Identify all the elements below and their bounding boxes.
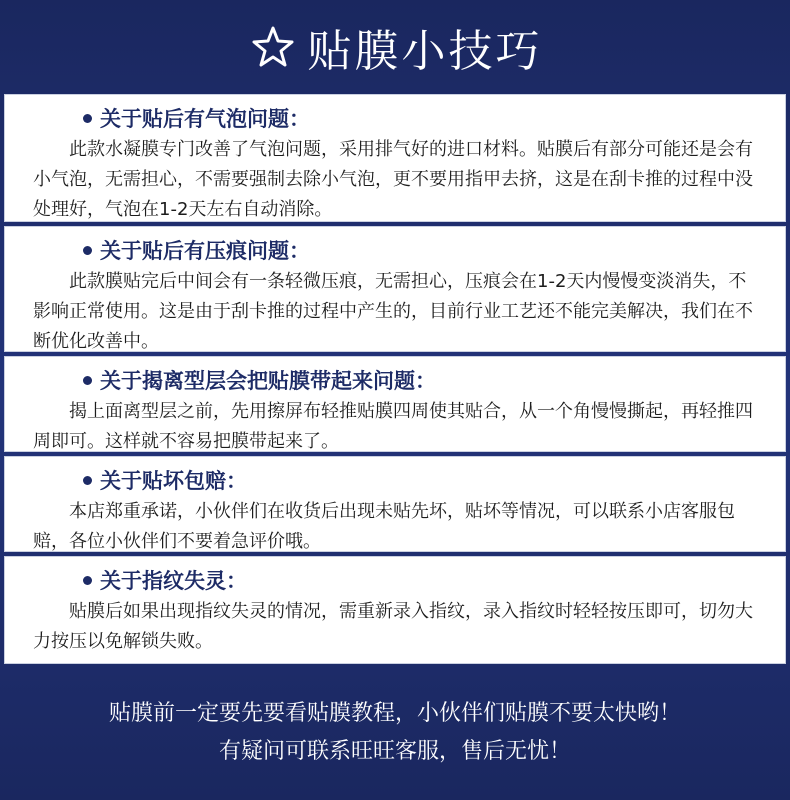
footer-line-2: 有疑问可联系旺旺客服，售后无忧！ — [218, 739, 571, 764]
tip-title — [33, 563, 759, 597]
tip-body: 此款膜贴完后中间会有一条轻微压痕，无需担心，压痕会在1-2天内慢慢变淡消失，不影响正常使用。这是由于刮卡推的过程中产生的，目前行业工艺还不能完美解决，我们在不断优化改善中。 — [33, 271, 753, 352]
bullet-icon — [83, 576, 92, 585]
footer-line-1: 贴膜前一定要先要看贴膜教程，小伙伴们贴膜不要太快哟！ — [108, 701, 681, 726]
tip-title — [33, 463, 759, 497]
tip-title — [33, 101, 759, 135]
page-title: 贴膜小技巧 — [307, 26, 543, 77]
tip-title-text: 关于贴后有压痕问题： — [100, 239, 310, 263]
tip-body: 贴膜后如果出现指纹失灵的情况，需重新录入指纹，录入指纹时轻轻按压即可，切勿大力按压以免解锁失败。 — [33, 601, 753, 652]
tip-section-fingerprint — [4, 556, 786, 664]
header — [0, 0, 790, 94]
bullet-icon — [83, 246, 92, 255]
bullet-icon — [83, 376, 92, 385]
tip-section-bubbles — [4, 94, 786, 222]
tip-section-marks — [4, 226, 786, 352]
tip-body: 此款水凝膜专门改善了气泡问题，采用排气好的进口材料。贴膜后有部分可能还是会有小气泡，无需担心，不需要强制去除小气泡，更不要用指甲去挤，这是在刮卡推的过程中没处理好，气泡在1-2天左右自动消除。 — [33, 139, 753, 220]
tip-title-text: 关于揭离型层会把贴膜带起来问题： — [100, 369, 436, 393]
footer-notice — [0, 666, 790, 800]
bullet-icon — [83, 114, 92, 123]
tip-title — [33, 363, 759, 397]
tip-body: 揭上面离型层之前，先用擦屏布轻推贴膜四周使其贴合，从一个角慢慢撕起，再轻推四周即可。这样就不容易把膜带起来了。 — [33, 401, 753, 452]
tip-title-text: 关于贴坏包赔： — [100, 469, 247, 493]
tip-title-text: 关于贴后有气泡问题： — [100, 107, 310, 131]
tip-body: 本店郑重承诺，小伙伴们在收货后出现未贴先坏，贴坏等情况，可以联系小店客服包赔，各位小伙伴们不要着急评价哦。 — [33, 501, 735, 552]
tip-section-release-layer — [4, 356, 786, 452]
tips-list — [4, 94, 786, 668]
tip-title-text: 关于指纹失灵： — [100, 569, 247, 593]
tip-section-warranty — [4, 456, 786, 552]
header-inner — [248, 15, 543, 79]
bullet-icon — [83, 476, 92, 485]
star-icon — [248, 22, 298, 72]
tip-title — [33, 233, 759, 267]
